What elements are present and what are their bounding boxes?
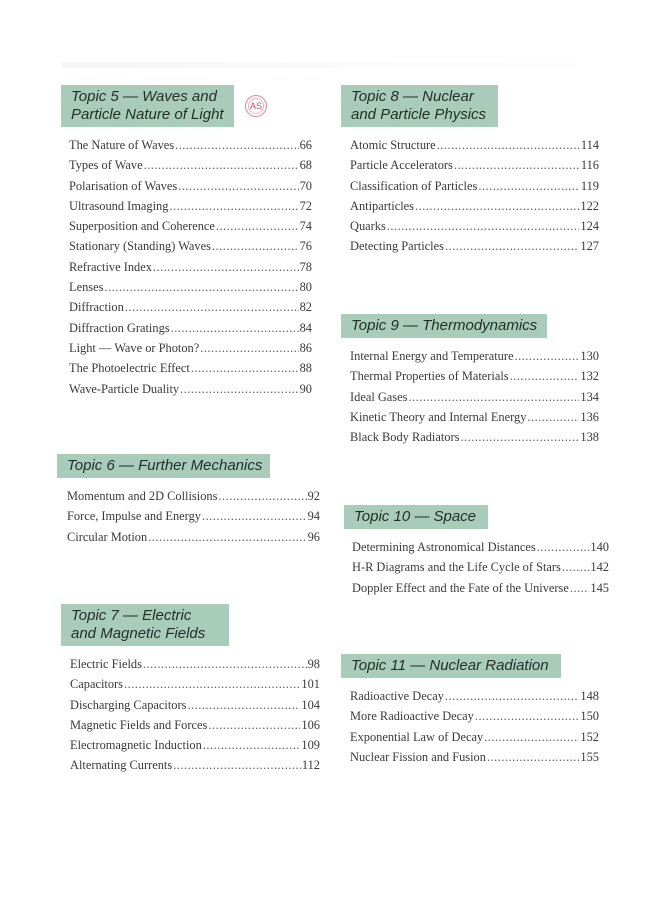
toc-entry-title: Quarks (350, 219, 386, 234)
toc-entry-title: The Photoelectric Effect (69, 361, 190, 376)
toc-entry (67, 530, 320, 550)
toc-entry-title: Refractive Index (69, 259, 152, 274)
dot-leader (178, 179, 298, 194)
dot-leader (203, 738, 301, 753)
dot-leader (484, 730, 579, 745)
toc-entry-title: More Radioactive Decay (350, 709, 474, 724)
dot-leader (487, 750, 579, 765)
dot-leader (104, 280, 298, 295)
toc-entry-page: 80 (299, 280, 312, 295)
dot-leader (460, 430, 579, 445)
toc-entry-title: Detecting Particles (350, 239, 444, 254)
toc-entry-title: Ultrasound Imaging (69, 198, 169, 213)
dot-leader (175, 138, 299, 153)
toc-entry (350, 138, 599, 158)
toc-entry-page: 127 (580, 239, 599, 254)
dot-leader (124, 677, 300, 692)
toc-entry-title: Lenses (69, 280, 104, 295)
toc-entry-title: Diffraction Gratings (69, 320, 170, 335)
dot-leader (153, 260, 299, 275)
toc-entry-page: 140 (590, 540, 609, 554)
toc-entry-page: 101 (301, 677, 320, 692)
topic-11-heading: Topic 11 — Nuclear Radiation (341, 654, 561, 678)
toc-entry-title: Momentum and 2D Collisions (67, 489, 218, 503)
toc-entry (69, 280, 312, 300)
topic-10-heading: Topic 10 — Space (344, 505, 488, 529)
toc-entry (352, 540, 609, 560)
dot-leader (562, 560, 590, 575)
topic-5-entries (69, 138, 312, 402)
toc-entry-page: 90 (299, 381, 312, 396)
toc-entry (350, 430, 599, 450)
toc-entry-title: Ideal Gases (350, 389, 408, 404)
toc-entry-title: Nuclear Fission and Fusion (350, 749, 486, 764)
toc-entry (69, 321, 312, 341)
dot-leader (437, 138, 580, 153)
toc-entry (69, 219, 312, 239)
dot-leader (478, 179, 580, 194)
toc-entry (70, 758, 320, 778)
toc-entry-title: Doppler Effect and the Fate of the Universe (352, 580, 569, 595)
toc-entry-page: 66 (299, 138, 312, 152)
dot-leader (218, 489, 306, 504)
dot-leader (148, 530, 306, 545)
toc-entry (69, 300, 312, 320)
toc-entry-title: H-R Diagrams and the Life Cycle of Stars (352, 560, 561, 575)
toc-entry (70, 677, 320, 697)
toc-entry-page: 78 (299, 259, 312, 274)
topic-8-entries (350, 138, 599, 260)
toc-entry (350, 410, 599, 430)
toc-entry (69, 239, 312, 259)
toc-entry-title: Classification of Particles (350, 178, 478, 193)
topic-9-entries (350, 349, 599, 450)
toc-entry-page: 88 (299, 361, 312, 376)
toc-entry-page: 136 (580, 409, 599, 424)
top-divider (62, 62, 602, 68)
toc-entry-title: Stationary (Standing) Waves (69, 239, 211, 254)
toc-entry-page: 68 (299, 158, 312, 173)
toc-entry (70, 738, 320, 758)
dot-leader (454, 158, 580, 173)
toc-entry-title: Light — Wave or Photon? (69, 340, 200, 355)
toc-entry (350, 730, 599, 750)
toc-entry (69, 260, 312, 280)
dot-leader (216, 219, 299, 234)
toc-entry-title: Superposition and Coherence (69, 219, 215, 234)
dot-leader (510, 369, 580, 384)
toc-entry (350, 239, 599, 259)
topic-6-entries (67, 489, 320, 550)
toc-entry (350, 219, 599, 239)
topic-10 (344, 505, 609, 595)
toc-entry-page: 130 (580, 349, 599, 363)
topic-5-heading: Topic 5 — Waves and Particle Nature of Light (61, 85, 234, 127)
toc-entry-page: 96 (307, 529, 320, 544)
toc-entry (67, 489, 320, 509)
toc-entry-page: 94 (307, 509, 320, 524)
dot-leader (570, 581, 590, 596)
toc-entry-page: 116 (580, 158, 599, 173)
dot-leader (408, 390, 579, 405)
toc-entry (69, 199, 312, 219)
dot-leader (527, 410, 579, 425)
topic-11-entries (350, 689, 599, 770)
toc-entry-page: 150 (580, 709, 599, 724)
toc-entry-page: 152 (580, 729, 599, 744)
dot-leader (173, 758, 301, 773)
toc-entry-page: 84 (299, 320, 312, 335)
topic-11 (341, 654, 599, 764)
toc-entry-page: 124 (580, 219, 599, 234)
toc-entry-title: Force, Impulse and Energy (67, 509, 201, 524)
toc-entry (70, 698, 320, 718)
toc-entry-page: 98 (307, 657, 320, 671)
dot-leader (143, 657, 307, 672)
toc-entry (69, 341, 312, 361)
toc-entry (69, 138, 312, 158)
toc-entry (350, 158, 599, 178)
topic-10-entries (352, 540, 609, 601)
dot-leader (171, 321, 299, 336)
dot-leader (191, 361, 299, 376)
toc-entry-page: 132 (580, 369, 599, 384)
toc-entry (69, 158, 312, 178)
toc-entry (352, 581, 609, 601)
as-badge: AS (245, 95, 267, 117)
toc-entry-title: Polarisation of Waves (69, 178, 178, 193)
dot-leader (415, 199, 579, 214)
dot-leader (445, 239, 579, 254)
toc-entry-page: 114 (580, 138, 599, 152)
toc-entry-title: Capacitors (70, 677, 123, 692)
dot-leader (180, 382, 298, 397)
toc-entry-page: 119 (580, 178, 599, 193)
toc-entry-page: 92 (307, 489, 320, 503)
dot-leader (187, 698, 300, 713)
dot-leader (125, 300, 299, 315)
toc-entry-title: Electric Fields (70, 657, 142, 671)
toc-entry (350, 369, 599, 389)
toc-entry-page: 145 (590, 580, 609, 595)
toc-entry-title: Magnetic Fields and Forces (70, 717, 208, 732)
topic-6 (57, 454, 320, 544)
toc-entry (70, 718, 320, 738)
dot-leader (537, 540, 590, 555)
toc-entry-title: Radioactive Decay (350, 689, 444, 703)
topic-7-heading: Topic 7 — Electric and Magnetic Fields (61, 604, 229, 646)
toc-entry-title: Internal Energy and Temperature (350, 349, 514, 363)
toc-entry-title: Thermal Properties of Materials (350, 369, 509, 384)
toc-entry-title: Alternating Currents (70, 758, 173, 773)
toc-entry (70, 657, 320, 677)
toc-entry-title: Discharging Capacitors (70, 697, 187, 712)
toc-entry-title: Determining Astronomical Distances (352, 540, 536, 554)
dot-leader (387, 219, 580, 234)
topic-5 (61, 85, 312, 396)
toc-entry-title: Electromagnetic Induction (70, 738, 202, 753)
toc-entry-page: 112 (301, 758, 320, 773)
toc-entry (69, 361, 312, 381)
toc-entry-title: Particle Accelerators (350, 158, 453, 173)
dot-leader (514, 349, 579, 364)
toc-entry (352, 560, 609, 580)
topic-8 (341, 85, 599, 254)
toc-entry-page: 76 (299, 239, 312, 254)
toc-entry (350, 179, 599, 199)
toc-entry-page: 122 (580, 198, 599, 213)
toc-entry-page: 74 (299, 219, 312, 234)
toc-entry-page: 134 (580, 389, 599, 404)
toc-entry-page: 70 (299, 178, 312, 193)
toc-entry-title: Wave-Particle Duality (69, 381, 180, 396)
dot-leader (208, 718, 300, 733)
toc-entry (350, 689, 599, 709)
toc-entry-title: Antiparticles (350, 198, 414, 213)
toc-entry (69, 179, 312, 199)
topic-7 (61, 604, 320, 773)
toc-entry (69, 382, 312, 402)
dot-leader (475, 709, 580, 724)
toc-entry-page: 86 (299, 340, 312, 355)
dot-leader (212, 239, 299, 254)
toc-entry-title: Circular Motion (67, 529, 148, 544)
dot-leader (169, 199, 298, 214)
toc-entry-page: 155 (580, 749, 599, 764)
toc-entry-title: The Nature of Waves (69, 138, 175, 152)
toc-entry-page: 142 (590, 560, 609, 575)
toc-entry-title: Black Body Radiators (350, 430, 460, 445)
toc-entry (350, 750, 599, 770)
toc-entry-title: Kinetic Theory and Internal Energy (350, 409, 527, 424)
toc-entry (350, 709, 599, 729)
toc-entry-title: Atomic Structure (350, 138, 436, 152)
toc-entry-title: Diffraction (69, 300, 124, 315)
dot-leader (445, 689, 579, 704)
toc-entry-page: 106 (301, 717, 320, 732)
topic-7-entries (70, 657, 320, 779)
topic-8-heading: Topic 8 — Nuclear and Particle Physics (341, 85, 498, 127)
toc-entry-page: 138 (580, 430, 599, 445)
toc-entry (350, 199, 599, 219)
toc-entry (67, 509, 320, 529)
dot-leader (200, 341, 298, 356)
dot-leader (202, 509, 307, 524)
toc-entry-page: 72 (299, 198, 312, 213)
toc-entry-title: Exponential Law of Decay (350, 729, 484, 744)
toc-entry (350, 390, 599, 410)
toc-entry-page: 82 (299, 300, 312, 315)
toc-entry-page: 104 (301, 697, 320, 712)
topic-6-heading: Topic 6 — Further Mechanics (57, 454, 270, 478)
toc-entry-title: Types of Wave (69, 158, 143, 173)
topic-9 (341, 314, 599, 445)
toc-entry-page: 109 (301, 738, 320, 753)
toc-entry-page: 148 (580, 689, 599, 703)
dot-leader (144, 158, 299, 173)
topic-9-heading: Topic 9 — Thermodynamics (341, 314, 547, 338)
toc-entry (350, 349, 599, 369)
